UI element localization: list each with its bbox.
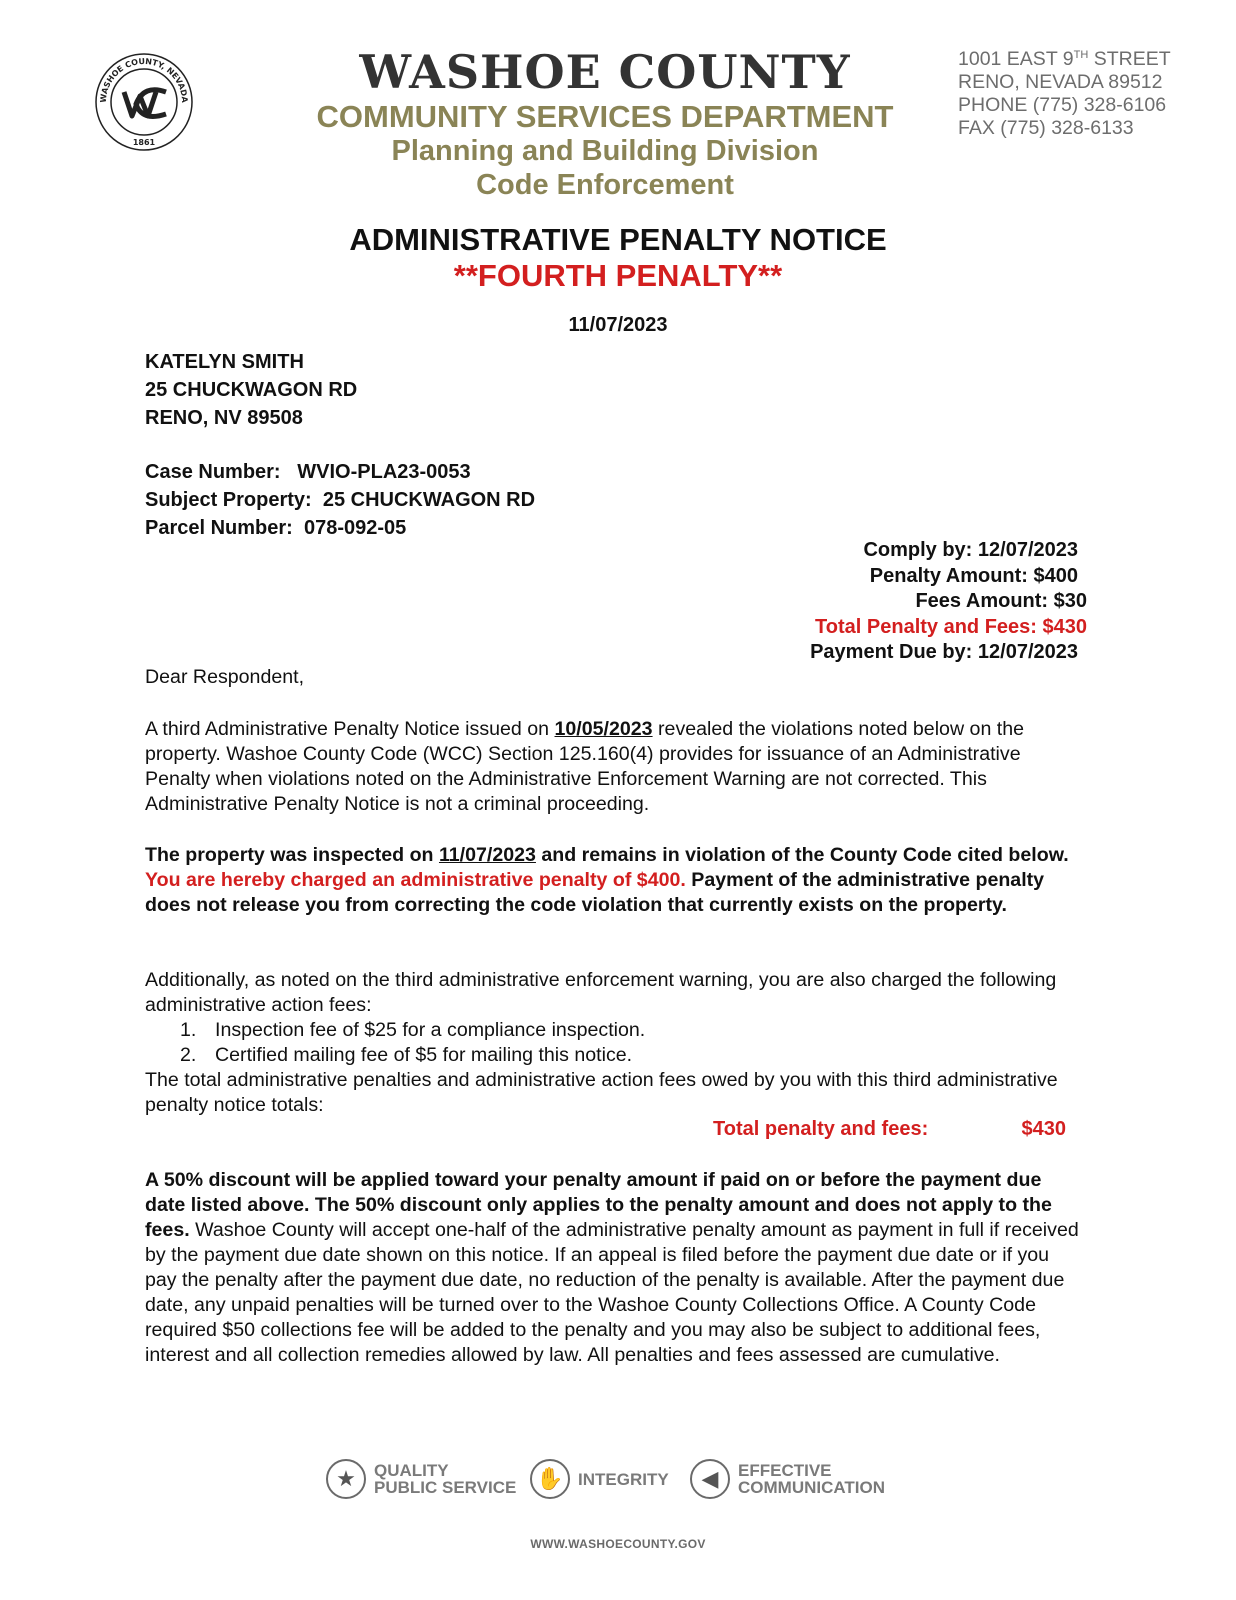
parcel-number-row: Parcel Number: 078-092-05	[145, 517, 407, 539]
total-penalty-fees: Total Penalty and Fees: $430	[815, 615, 1087, 638]
address-city: RENO, NEVADA 89512	[958, 71, 1163, 93]
unit-name: Code Enforcement	[476, 169, 734, 201]
total-penalty-line	[713, 1118, 1068, 1141]
footer-values	[0, 1456, 1236, 1502]
value-quality: ★ QUALITY PUBLIC SERVICE	[326, 1456, 516, 1502]
address-street: 1001 EAST 9TH STREET	[958, 48, 1171, 70]
fees-amount: Fees Amount: $30	[915, 590, 1087, 612]
notice-title: ADMINISTRATIVE PENALTY NOTICE	[349, 222, 887, 257]
county-seal-logo	[94, 52, 194, 152]
fee-item: 2. Certified mailing fee of $5 for mailing this notice.	[180, 1044, 633, 1066]
payment-due-by: Payment Due by: 12/07/2023	[810, 641, 1078, 663]
megaphone-icon: ◀	[690, 1459, 730, 1499]
paragraph-prior-notice: A third Administrative Penalty Notice issued on 10/05/2023 revealed the violations noted below on the property. Washoe County Code (WCC) Section 125.160(4) provides for issuance of an Administrative Penalty when violations noted on the Administrative Enforcement Warning are not corrected. This Administrative Penalty Notice is not a criminal proceeding.	[145, 718, 1025, 815]
fees-list	[180, 1018, 1085, 1068]
comply-by: Comply by: 12/07/2023	[863, 539, 1078, 561]
subject-property-row: Subject Property: 25 CHUCKWAGON RD	[145, 489, 536, 511]
notice-date: 11/07/2023	[568, 314, 668, 336]
address-phone: PHONE (775) 328-6106	[958, 94, 1167, 116]
county-name: WASHOE COUNTY	[359, 45, 851, 99]
value-integrity: ✋ INTEGRITY	[530, 1456, 669, 1502]
recipient-address1: 25 CHUCKWAGON RD	[145, 379, 358, 401]
department-name: COMMUNITY SERVICES DEPARTMENT	[316, 99, 894, 134]
fees-intro: Additionally, as noted on the third administrative enforcement warning, you are also charged the following administrative action fees:	[145, 969, 1057, 1016]
star-icon: ★	[326, 1459, 366, 1499]
fees-outro: The total administrative penalties and administrative action fees owed by you with this third administrative penalty notice totals:	[145, 1069, 1058, 1116]
notice-subtitle: **FOURTH PENALTY**	[453, 258, 783, 293]
case-number-row: Case Number: WVIO-PLA23-0053	[145, 461, 471, 483]
paragraph-inspection: The property was inspected on 11/07/2023 and remains in violation of the County Code cited below. You are hereby charged an administrative penalty of $400. Payment of the administrative penalty does not release you from correcting the code violation that currently exists on the property.	[145, 844, 1069, 916]
salutation: Dear Respondent,	[145, 666, 305, 688]
value-communication: ◀ EFFECTIVE COMMUNICATION	[690, 1456, 885, 1502]
seal-year: 1861	[132, 138, 156, 147]
paragraph-discount: A 50% discount will be applied toward your penalty amount if paid on or before the payment due date listed above. The 50% discount only applies to the penalty amount and does not apply to the fees. Washoe County will accept one-half of the administrative penalty amount as payment in full if received by the payment due date shown on this notice. If an appeal is filed before the payment due date or if you pay the penalty after the payment due date, no reduction of the penalty is available. After the payment due date, any unpaid penalties will be turned over to the Washoe County Collections Office. A County Code required $50 collections fee will be added to the penalty and you may also be subject to additional fees, interest and all collection remedies allowed by law. All penalties and fees assessed are cumulative.	[145, 1169, 1079, 1366]
penalty-amount: Penalty Amount: $400	[869, 564, 1078, 587]
paragraph-fees	[145, 968, 1085, 1118]
recipient-address2: RENO, NV 89508	[145, 407, 303, 429]
letterhead	[290, 44, 920, 202]
svg-text:WASHOE COUNTY, NEVADA	[99, 57, 189, 104]
case-details	[145, 458, 535, 542]
fee-item: 1. Inspection fee of $25 for a compliance inspection.	[180, 1019, 646, 1041]
recipient-block	[145, 348, 357, 432]
office-address	[958, 48, 1171, 140]
total-amount: $430	[1021, 1118, 1066, 1140]
penalty-summary	[810, 538, 1087, 666]
address-fax: FAX (775) 328-6133	[958, 117, 1134, 139]
seal-text: WASHOE COUNTY, NEVADA	[98, 56, 190, 104]
website-link[interactable]: WWW.WASHOECOUNTY.GOV	[530, 1537, 706, 1551]
division-name: Planning and Building Division	[391, 135, 819, 167]
handshake-icon: ✋	[530, 1459, 570, 1499]
recipient-name: KATELYN SMITH	[145, 351, 304, 373]
total-label: Total penalty and fees:	[713, 1118, 929, 1140]
